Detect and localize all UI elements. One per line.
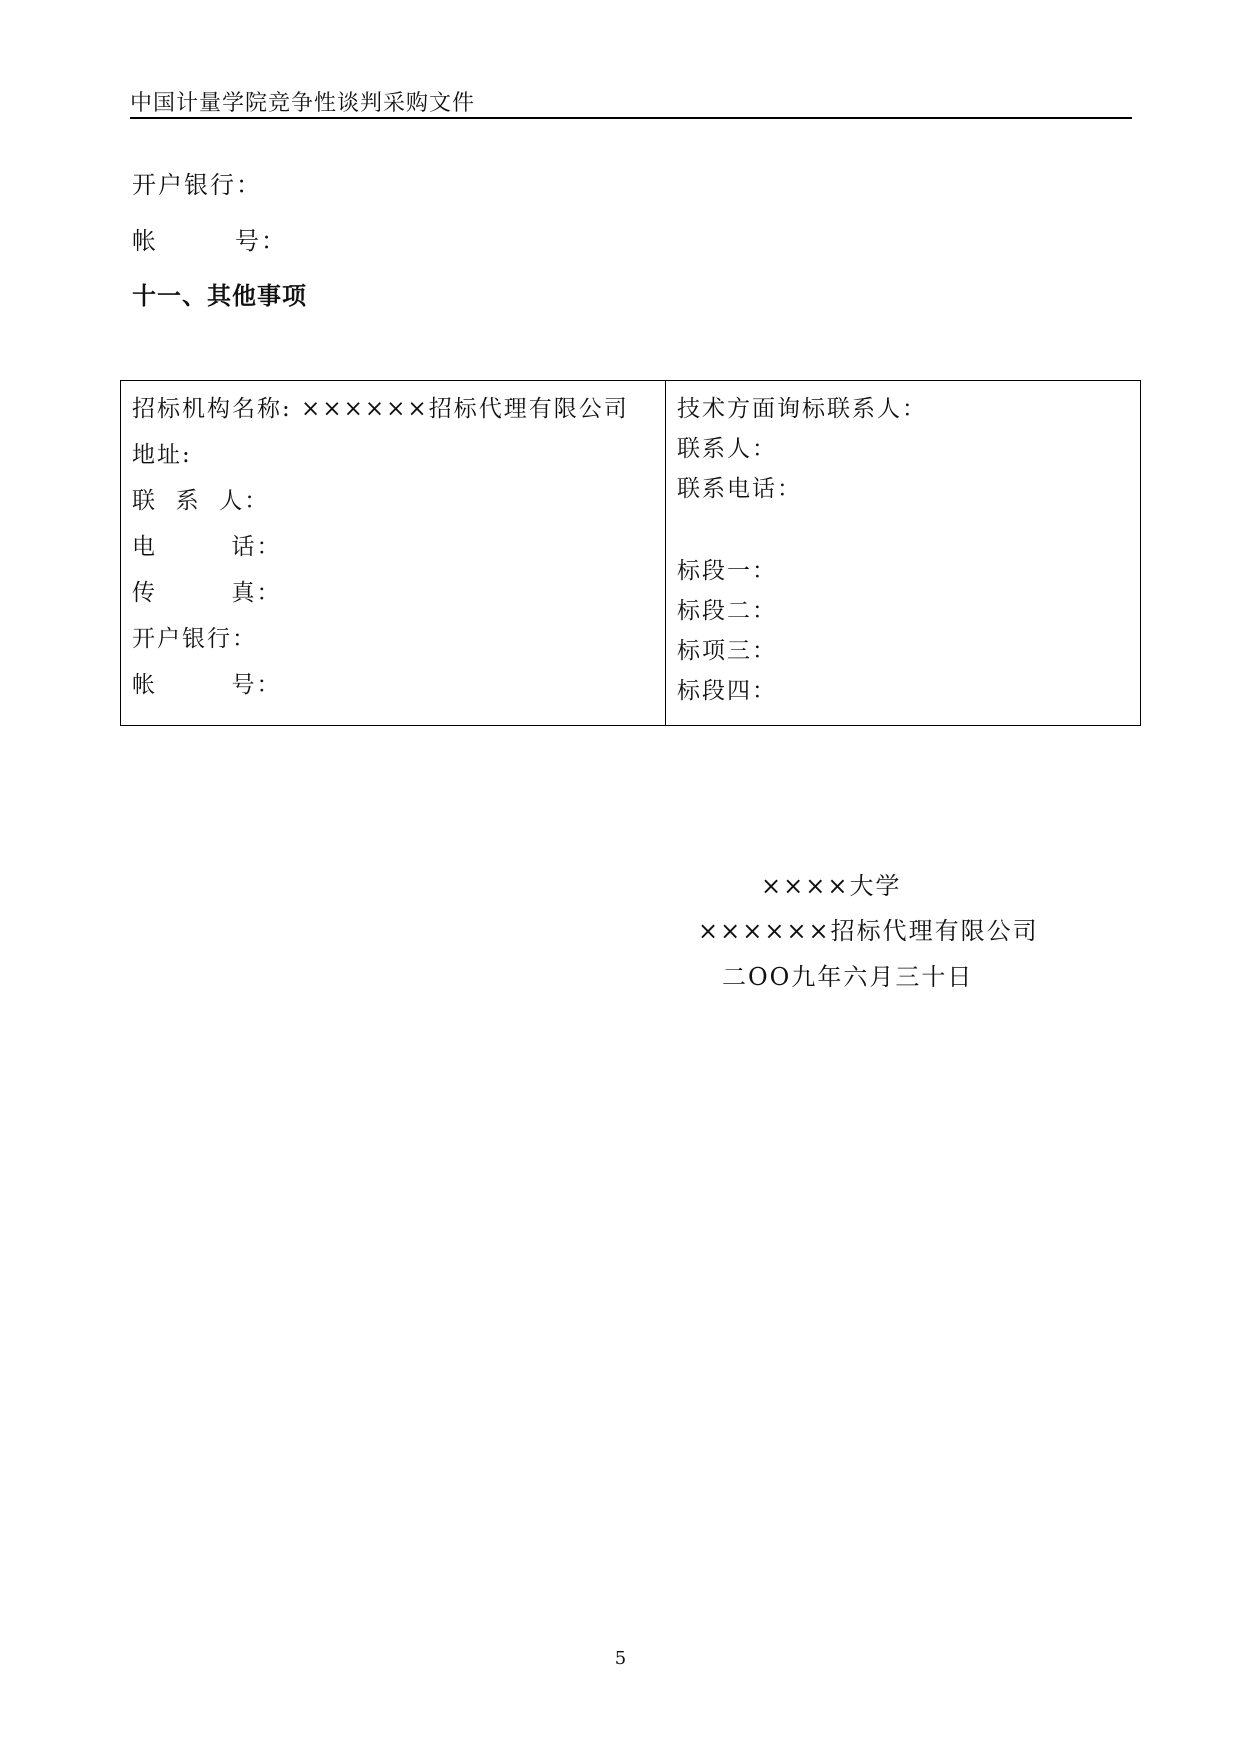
contact-phone: 联系电话： — [677, 476, 802, 502]
agency-phone: 电 话： — [132, 534, 282, 560]
agency-account: 帐 号： — [132, 672, 282, 698]
page-number: 5 — [614, 1648, 627, 1669]
table-divider — [665, 381, 666, 725]
contact-person: 联系人： — [677, 436, 777, 462]
signature-university: ××××大学 — [761, 872, 902, 900]
signature-agency: ××××××招标代理有限公司 — [698, 917, 1039, 945]
account-line: 帐 号： — [132, 227, 288, 255]
agency-fax: 传 真： — [132, 580, 282, 606]
lot-one: 标段一： — [677, 558, 777, 584]
lot-three: 标项三： — [677, 638, 777, 664]
agency-name: 招标机构名称: ××××××招标代理有限公司 — [132, 396, 629, 422]
agency-address: 地址: — [132, 442, 192, 468]
agency-bank: 开户银行： — [132, 626, 257, 652]
section-heading: 十一、其他事项 — [132, 282, 307, 310]
bank-line: 开户银行： — [132, 171, 262, 199]
header-rule — [130, 117, 1132, 119]
agency-contact: 联 系 人： — [132, 488, 270, 514]
signature-date: 二OO九年六月三十日 — [722, 963, 974, 991]
lot-two: 标段二： — [677, 598, 777, 624]
header-title: 中国计量学院竞争性谈判采购文件 — [130, 91, 476, 116]
tech-inquiry-contact: 技术方面询标联系人： — [677, 396, 927, 422]
lot-four: 标段四： — [677, 678, 777, 704]
contact-info-table — [120, 380, 1141, 726]
